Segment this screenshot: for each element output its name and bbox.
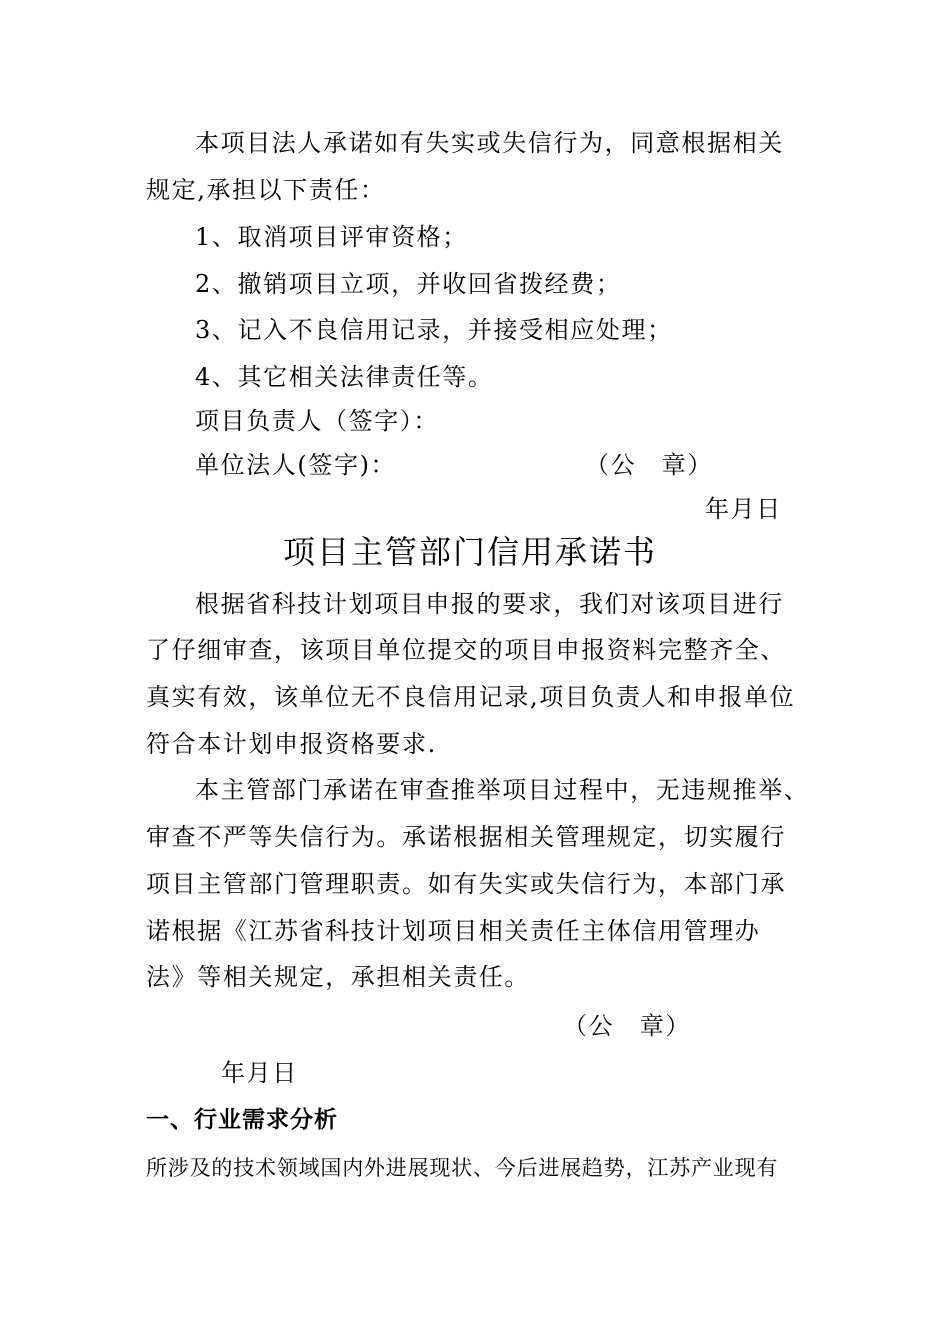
- paragraph-line: 项目主管部门管理职责。如有失实或失信行为，本部门承: [146, 870, 786, 898]
- list-item: 2、撤销项目立项，并收回省拨经费；: [195, 270, 622, 298]
- paragraph-line: 了仔细审查，该项目单位提交的项目申报资料完整齐全、: [146, 636, 786, 664]
- document-title: 项目主管部门信用承诺书: [283, 533, 658, 571]
- paragraph-line: 根据省科技计划项目申报的要求，我们对该项目进行: [195, 590, 784, 618]
- paragraph-line: 真实有效，该单位无不良信用记录,项目负责人和申报单位: [146, 683, 796, 711]
- paragraph-line: 本项目法人承诺如有失实或失信行为，同意根据相关: [195, 129, 784, 157]
- list-item: 4、其它相关法律责任等。: [195, 363, 494, 391]
- section-heading: 一、行业需求分析: [146, 1107, 338, 1133]
- date-label: 年月日: [705, 495, 782, 523]
- paragraph-line: 诺根据《江苏省科技计划项目相关责任主体信用管理办: [146, 917, 761, 945]
- paragraph-line: 所涉及的技术领域国内外进展现状、今后进展趋势，江苏产业现有: [146, 1156, 779, 1180]
- paragraph-line: 法》等相关规定，承担相关责任。: [146, 963, 530, 991]
- paragraph-line: 审查不严等失信行为。承诺根据相关管理规定，切实履行: [146, 823, 786, 851]
- legal-representative-signature-label: 单位法人(签字)：: [195, 451, 397, 479]
- paragraph-line: 规定,承担以下责任：: [146, 176, 386, 204]
- official-seal-label: （公 章）: [563, 1012, 691, 1040]
- list-item: 3、记入不良信用记录，并接受相应处理；: [195, 316, 673, 344]
- paragraph-line: 符合本计划申报资格要求.: [146, 730, 437, 758]
- list-item: 1、取消项目评审资格；: [195, 223, 468, 251]
- official-seal-label: （公 章）: [585, 451, 713, 479]
- project-leader-signature-label: 项目负责人（签字）：: [195, 407, 439, 435]
- paragraph-line: 本主管部门承诺在审查推举项目过程中，无违规推举、: [195, 776, 810, 804]
- date-label: 年月日: [221, 1059, 298, 1087]
